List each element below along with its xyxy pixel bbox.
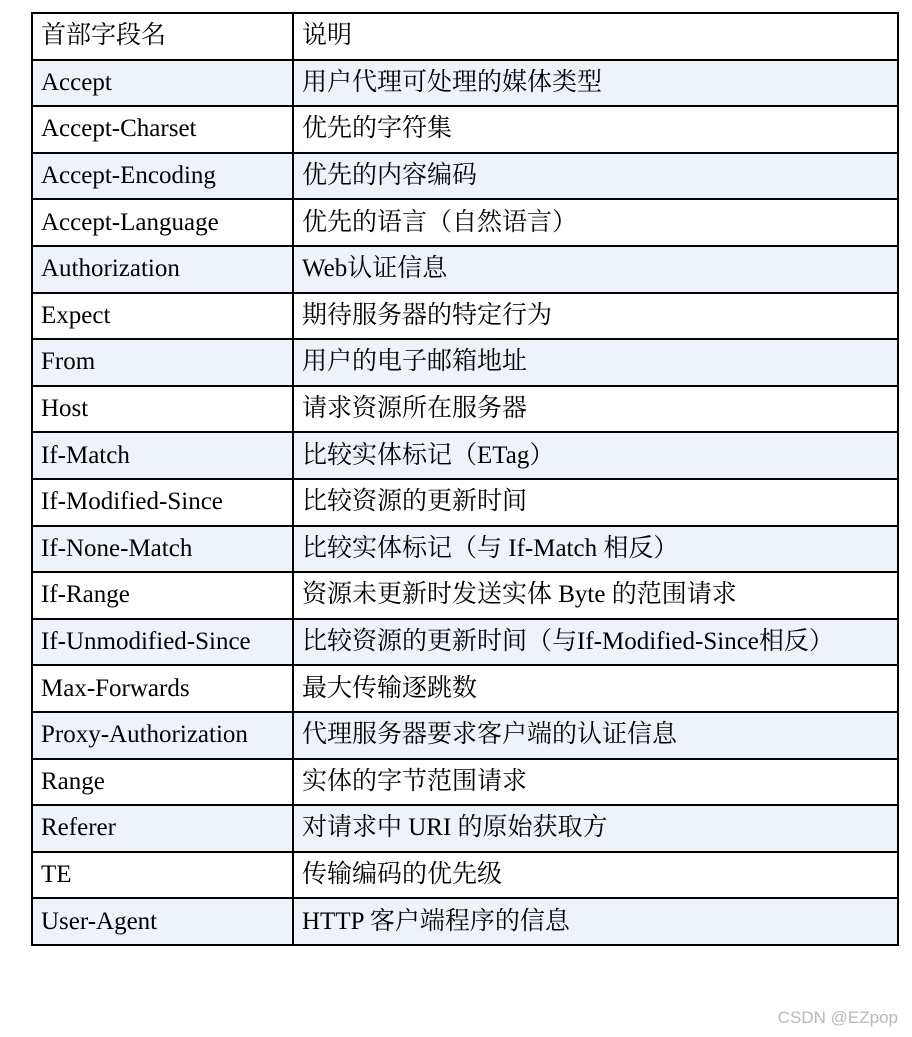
table-row [32,246,898,293]
description-cell: 资源未更新时发送实体 Byte 的范围请求 [293,572,898,619]
field-name-cell: If-Range [32,572,293,619]
description-cell: 对请求中 URI 的原始获取方 [293,805,898,852]
description-cell: 比较资源的更新时间（与If-Modified-Since相反） [293,619,898,666]
table-row [32,526,898,573]
table-row [32,665,898,712]
table-row [32,572,898,619]
table-row [32,619,898,666]
header-fields-table [31,12,899,946]
table-row [32,712,898,759]
table-row [32,386,898,433]
description-cell: Web认证信息 [293,246,898,293]
field-name-cell: If-Modified-Since [32,479,293,526]
table-row [32,339,898,386]
field-name-cell: Authorization [32,246,293,293]
field-name-cell: Accept-Charset [32,106,293,153]
field-name-cell: TE [32,852,293,899]
table-row [32,106,898,153]
description-cell: 比较实体标记（与 If-Match 相反） [293,526,898,573]
description-cell: 优先的语言（自然语言） [293,199,898,246]
description-cell: 用户的电子邮箱地址 [293,339,898,386]
description-cell: 期待服务器的特定行为 [293,293,898,340]
table-row [32,479,898,526]
field-name-cell: Max-Forwards [32,665,293,712]
table-row [32,432,898,479]
table-row [32,805,898,852]
header-cell-description: 说明 [293,13,898,60]
field-name-cell: Host [32,386,293,433]
description-cell: 优先的字符集 [293,106,898,153]
description-cell: HTTP 客户端程序的信息 [293,898,898,945]
description-cell: 最大传输逐跳数 [293,665,898,712]
field-name-cell: User-Agent [32,898,293,945]
field-name-cell: From [32,339,293,386]
header-cell-field-name: 首部字段名 [32,13,293,60]
table-header-row [32,13,898,60]
field-name-cell: Proxy-Authorization [32,712,293,759]
field-name-cell: Range [32,759,293,806]
description-cell: 比较实体标记（ETag） [293,432,898,479]
header-fields-table-container [31,12,897,946]
table-row [32,852,898,899]
description-cell: 比较资源的更新时间 [293,479,898,526]
field-name-cell: Expect [32,293,293,340]
table-row [32,898,898,945]
field-name-cell: If-Match [32,432,293,479]
description-cell: 请求资源所在服务器 [293,386,898,433]
field-name-cell: Referer [32,805,293,852]
description-cell: 传输编码的优先级 [293,852,898,899]
table-row [32,153,898,200]
table-row [32,759,898,806]
field-name-cell: If-Unmodified-Since [32,619,293,666]
description-cell: 优先的内容编码 [293,153,898,200]
table-row [32,60,898,107]
table-row [32,293,898,340]
field-name-cell: Accept [32,60,293,107]
description-cell: 用户代理可处理的媒体类型 [293,60,898,107]
description-cell: 代理服务器要求客户端的认证信息 [293,712,898,759]
description-cell: 实体的字节范围请求 [293,759,898,806]
watermark: CSDN @EZpop [777,1008,898,1027]
field-name-cell: If-None-Match [32,526,293,573]
field-name-cell: Accept-Language [32,199,293,246]
table-row [32,199,898,246]
field-name-cell: Accept-Encoding [32,153,293,200]
table-body [32,13,898,945]
